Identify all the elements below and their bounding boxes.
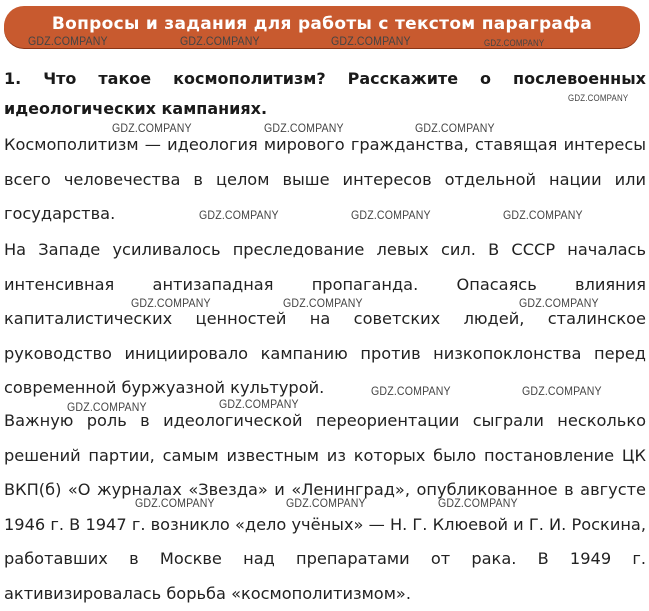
answer-paragraph-2: На Западе усиливалось преследование левых сил. В СССР началась интенсивная антизападная пропаганда. Опасаясь влияния капиталистических ценностей на советских людей, сталинское руководство инициировало кампанию против низкопоклонства перед современной буржуазной культурой. bbox=[4, 240, 646, 397]
watermark: GDZ.COMPANY bbox=[199, 208, 279, 222]
watermark: GDZ.COMPANY bbox=[519, 296, 599, 310]
watermark: GDZ.COMPANY bbox=[503, 208, 583, 222]
question-text: 1. Что такое космополитизм? Расскажите о послевоенных идеологических кампаниях. bbox=[4, 69, 646, 118]
watermark: GDZ.COMPANY bbox=[67, 400, 147, 414]
section-header-title: Вопросы и задания для работы с текстом параграфа bbox=[51, 14, 593, 34]
watermark: GDZ.COMPANY bbox=[371, 384, 451, 398]
watermark: GDZ.COMPANY bbox=[568, 93, 629, 103]
watermark: GDZ.COMPANY bbox=[438, 496, 518, 510]
watermark: GDZ.COMPANY bbox=[131, 296, 211, 310]
watermark: GDZ.COMPANY bbox=[415, 121, 495, 135]
watermark: GDZ.COMPANY bbox=[264, 121, 344, 135]
watermark: GDZ.COMPANY bbox=[180, 34, 260, 48]
watermark: GDZ.COMPANY bbox=[286, 496, 366, 510]
watermark: GDZ.COMPANY bbox=[331, 34, 411, 48]
watermark: GDZ.COMPANY bbox=[112, 121, 192, 135]
watermark: GDZ.COMPANY bbox=[351, 208, 431, 222]
watermark: GDZ.COMPANY bbox=[484, 38, 545, 48]
watermark: GDZ.COMPANY bbox=[283, 296, 363, 310]
watermark: GDZ.COMPANY bbox=[28, 34, 108, 48]
answer-paragraph-3: Важную роль в идеологической переориентации сыграли несколько решений партии, самым известным из которых было постановление ЦК ВКП(б) «О журналах «Звезда» и «Ленинград», опубликованное в августе 1946 г. В 1947 г. возникло «дело учёных» — Н. Г. Клюевой и Г. И. Роскина, работавших в Москве над препаратами от рака. В 1949 г. активизировалась борьба «космополитизмом». bbox=[4, 411, 646, 603]
watermark: GDZ.COMPANY bbox=[522, 384, 602, 398]
watermark: GDZ.COMPANY bbox=[219, 397, 299, 411]
answer-paragraph-1: Космополитизм — идеология мирового гражданства, ставящая интересы всего человечества в целом выше интересов отдельной нации или государства. bbox=[4, 135, 646, 223]
watermark: GDZ.COMPANY bbox=[135, 496, 215, 510]
